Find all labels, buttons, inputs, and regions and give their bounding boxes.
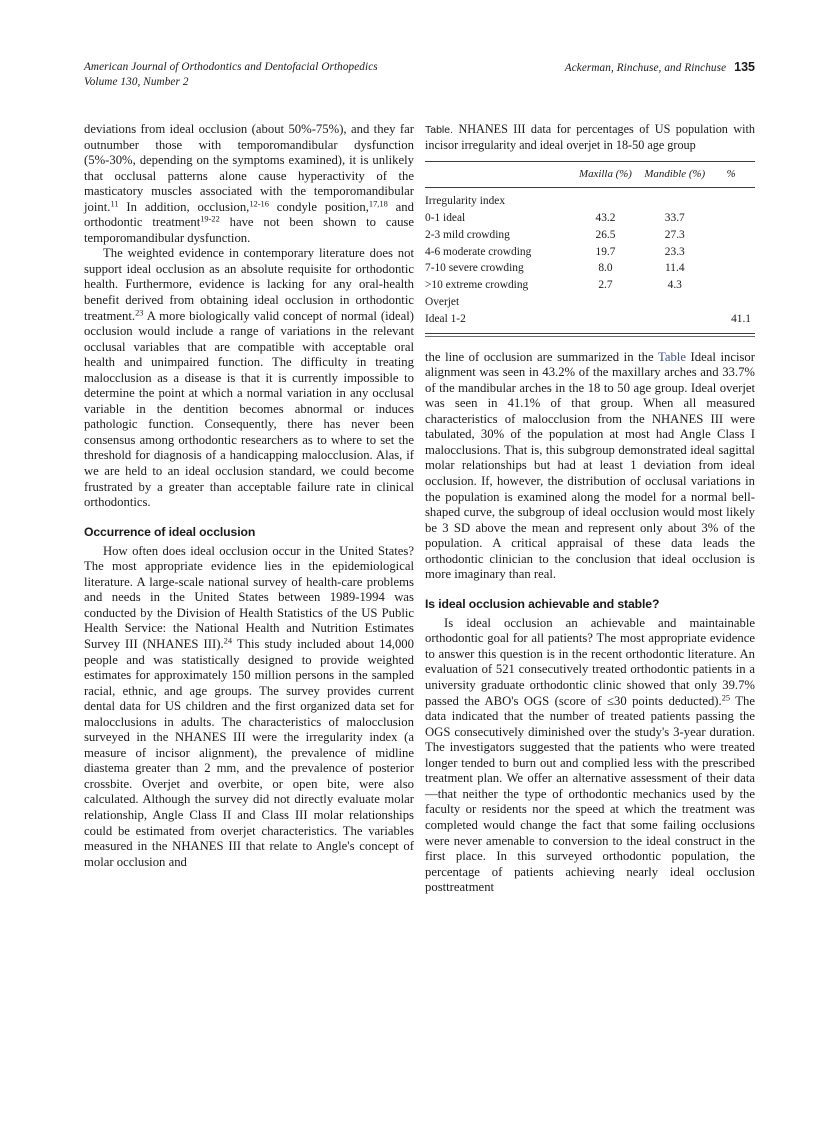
reference-marker[interactable]: 12-16 <box>249 199 269 209</box>
row-label: Overjet <box>425 295 460 308</box>
table-row <box>425 294 755 311</box>
table-label: Table. <box>425 124 454 136</box>
cell-maxilla <box>573 294 638 311</box>
running-head-journal <box>84 60 378 90</box>
para-text: deviations from ideal occlusion (about 50%-75%), and they far outnumber those with temporomandibular dysfunction (5%-30%, depending on the symptoms examined), it is unlikely that occlusal patterns alone cause hyperactivity of the masticatory muscles associated with the temporomandibular joint. <box>84 122 414 214</box>
para-text: Is ideal occlusion an achievable and maintainable orthodontic goal for all patients? The most appropriate evidence to answer this question is in the recent orthodontic literature. An evaluation of 521 consecutively treated orthodontic patients in a university graduate orthodontic clinic showed that only 39.7% passed the ABO's OGS (score of ≤30 points deducted). <box>425 615 755 708</box>
cell-mandible: 27.3 <box>664 228 685 241</box>
para-text: and orthodontic treatment <box>84 199 414 230</box>
row-label: 0-1 ideal <box>425 212 466 225</box>
cell-percent <box>711 277 755 294</box>
cell-mandible: 11.4 <box>665 262 685 275</box>
column-header-mandible: Mandible (%) <box>638 161 711 188</box>
table-row <box>425 261 755 278</box>
cell-maxilla <box>573 311 638 328</box>
cell-percent <box>711 244 755 261</box>
cell-maxilla: 2.7 <box>598 279 613 292</box>
section-heading-achievable: Is ideal occlusion achievable and stable? <box>425 596 660 611</box>
reference-marker[interactable]: 17,18 <box>368 199 388 209</box>
running-head <box>84 60 755 90</box>
cell-mandible <box>638 294 711 311</box>
cell-percent <box>711 294 755 311</box>
para-text: How often does ideal occlusion occur in the United States? The most appropriate evidence lies in the epidemiological literature. A large-scale national survey of health-care problems and needs in the United States between 1989-1994 was conducted by the Division of Health Statistics of the US Public Health Service: the National Health and Nutrition Estimates Survey III (NHANES III). <box>84 543 414 651</box>
row-label: Irregularity index <box>425 195 506 208</box>
cell-percent <box>711 211 755 228</box>
cell-mandible: 4.3 <box>667 279 682 292</box>
left-column <box>84 122 414 870</box>
paragraph <box>84 544 414 870</box>
running-head-authors: Ackerman, Rinchuse, and Rinchuse <box>564 62 727 74</box>
table-head <box>425 161 755 188</box>
cell-mandible: 23.3 <box>664 245 685 258</box>
cell-percent <box>711 188 755 211</box>
table-row <box>425 244 755 261</box>
para-text: Ideal incisor alignment was seen in 43.2% of the maxillary arches and 33.7% of the mandibular arches in the 18 to 50 age group. Ideal overjet was seen in 41.1% of that group. When all measured characteristics of malocclusion from the NHANES III were tabulated, 30% of the population at most had Angle Class I malocclusions. That is, this subgroup demonstrated ideal sagittal molar relationships but had at least 1 deviation from ideal occlusion. If, however, the distribution of occlusal variations in the population is examined along the model for a normal bell-shaped curve, the subgroup of ideal occlusion would most likely be 3 SD above the mean and represent only about 3% of the population. A critical appraisal of these data leads the orthodontic clinician to the conclusion that ideal occlusion is more imaginary than real. <box>425 349 755 582</box>
table-row <box>425 277 755 294</box>
paragraph <box>84 246 414 510</box>
reference-marker[interactable]: 19-22 <box>200 214 220 224</box>
reference-marker[interactable]: 24 <box>223 636 232 646</box>
paragraph <box>425 616 755 896</box>
cell-maxilla: 19.7 <box>595 245 616 258</box>
table-row <box>425 227 755 244</box>
journal-title: American Journal of Orthodontics and Dentofacial Orthopedics <box>84 61 378 73</box>
row-label: 2-3 mild crowding <box>425 228 510 241</box>
para-text: condyle position, <box>268 199 369 214</box>
row-label: 7-10 severe crowding <box>425 262 524 275</box>
cell-mandible: 33.7 <box>664 212 685 225</box>
section-heading-occurrence: Occurrence of ideal occlusion <box>84 524 256 539</box>
para-text: The weighted evidence in contemporary literature does not support ideal occlusion as an absolute requisite for orthodontic health. Furthermore, evidence is lacking for any oral-health benefit derived from obtaining ideal occlusion in orthodontic treatment. <box>84 246 414 323</box>
table-row <box>425 311 755 328</box>
reference-marker[interactable]: 23 <box>135 307 144 317</box>
para-text: A more biologically valid concept of normal (ideal) occlusion would include a range of variations in the relevant occlusal variables that are compatible with acceptable oral health and unimpaired function. The difficulty in treating malocclusion as a disease is that it is currently impossible to determine the point at which a normal variation in any occlusal variable in the dentition becomes abnormal or induces pathologic function. Consequently, there has never been consensus among orthodontic researchers as to where to set the threshold for diagnosis of a handicapping malocclusion. Alas, if we are held to an ideal occlusion standard, we could become frustrated by a greater than acceptable failure rate in clinical orthodontics. <box>84 308 414 510</box>
para-text: have not been shown to cause temporomandibular dysfunction. <box>84 215 414 245</box>
table-caption <box>425 122 755 154</box>
row-label: >10 extreme crowding <box>425 279 529 292</box>
cell-percent <box>711 227 755 244</box>
cell-maxilla: 43.2 <box>595 212 616 225</box>
journal-volume: Volume 130, Number 2 <box>84 76 189 88</box>
column-header-maxilla: Maxilla (%) <box>573 161 638 188</box>
cell-maxilla: 8.0 <box>598 262 613 275</box>
cell-percent: 41.1 <box>731 312 751 325</box>
para-text: This study included about 14,000 people and was statistically designed to provide weighted estimates for approximately 150 million persons in the sampled racial, ethnic, and age groups. The survey provides current dental data for US children and the first organized data set for malocclusions in adults. The characteristics of malocclusion surveyed in the NHANES III were the irregularity index (a measure of incisor alignment), the prevalence of midline diastema greater than 2 mm, and the prevalence of posterior crossbite. Overjet and overbite, or open bite, were also calculated. Although the survey did not directly evaluate molar relationship, Angle Class II and Class III molar relationships could be estimated from overjet characteristics. The variables measured in the NHANES III that relate to Angle's concept of molar occlusion and <box>84 636 414 869</box>
paragraph-continuation <box>425 350 755 583</box>
para-text: the line of occlusion are summarized in the <box>425 349 658 364</box>
cell-maxilla <box>573 188 638 211</box>
table-header-row <box>425 161 755 188</box>
right-column <box>425 122 755 896</box>
row-label: Ideal 1-2 <box>425 312 466 325</box>
page-number: 135 <box>734 60 755 74</box>
table-row <box>425 211 755 228</box>
reference-marker[interactable]: 25 <box>721 692 731 702</box>
row-label: 4-6 moderate crowding <box>425 245 532 258</box>
cell-mandible <box>638 311 711 328</box>
table-row <box>425 188 755 211</box>
paragraph-continuation <box>84 122 414 246</box>
column-header-percent: % <box>711 161 755 188</box>
para-text: In addition, occlusion, <box>118 199 250 214</box>
table-bottom-rule <box>425 333 755 337</box>
column-header-blank <box>425 161 573 188</box>
table-caption-text: NHANES III data for percentages of US population with incisor irregularity and ideal overjet in 18-50 age group <box>425 122 755 153</box>
running-head-authors-block <box>565 60 755 74</box>
reference-marker[interactable]: 11 <box>110 199 119 209</box>
nhanes-data-table <box>425 161 755 328</box>
cell-percent <box>711 261 755 278</box>
table-body <box>425 188 755 328</box>
cell-maxilla: 26.5 <box>595 228 616 241</box>
cell-mandible <box>638 188 711 211</box>
table-block <box>425 122 755 337</box>
table-cross-reference-link[interactable]: Table <box>657 349 686 364</box>
para-text: The data indicated that the number of treated patients passing the OGS consecutively diminished over the study's 3-year duration. The investigators suggested that the patients who were treated longer tended to burn out and complied less with the prescribed treatment plan. We offer an alternative assessment of their data—that neither the type of orthodontic mechanics used by the faculty or residents nor the speed at which the treatment was completed would change the fact that some failing occlusions were never amenable to conversion to the ideal construct in the first place. In this surveyed orthodontic population, the percentage of patients achieving nearly ideal occlusion posttreatment <box>425 693 755 895</box>
